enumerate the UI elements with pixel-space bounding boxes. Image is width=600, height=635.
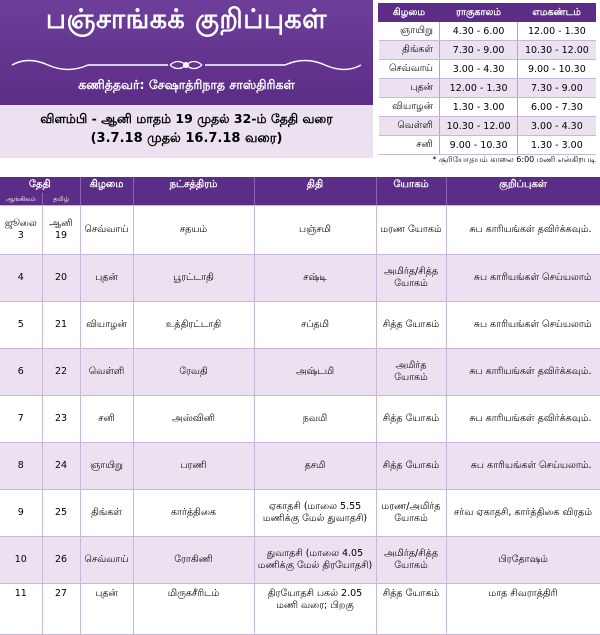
table-row (0, 302, 600, 349)
cell-star: அஸ்வினி (133, 396, 254, 443)
almanac-header-row (0, 177, 600, 193)
yama-time: 3.00 - 4.30 (518, 117, 596, 136)
cell-yogam: சித்த யோகம் (376, 584, 446, 635)
cell-star: சதயம் (133, 206, 254, 255)
cell-yogam: அமிர்த/சித்த யோகம் (376, 537, 446, 584)
cell-tamil-date: 22 (42, 349, 80, 396)
rahu-day: திங்கள் (379, 41, 440, 60)
cell-weekday: செவ்வாய் (80, 206, 133, 255)
period-band (0, 105, 373, 158)
cell-tithi: திரயோதசி பகல் 2.05 மணி வரை; பிறகு (254, 584, 376, 635)
cell-star: கார்த்திகை (133, 490, 254, 537)
cell-english-date: ஜூலை 3 (0, 206, 42, 255)
rahu-time: 9.00 - 10.30 (439, 136, 517, 155)
almanac-subheader-row (0, 193, 600, 206)
cell-tithi: தசமி (254, 443, 376, 490)
rahu-day: புதன் (379, 79, 440, 98)
cell-notes: பிரதோஷம் (446, 537, 600, 584)
cell-tithi: நவமி (254, 396, 376, 443)
subheader-english: ஆங்கிலம் (0, 193, 42, 206)
cell-tamil-date: 21 (42, 302, 80, 349)
cell-weekday: புதன் (80, 255, 133, 302)
cell-english-date: 8 (0, 443, 42, 490)
cell-notes: சுப காரியங்கள் தவிர்க்கவும். (446, 206, 600, 255)
cell-star: உத்திரட்டாதி (133, 302, 254, 349)
cell-star: ரோகிணி (133, 537, 254, 584)
cell-english-date: 9 (0, 490, 42, 537)
cell-english-date: 11 (0, 584, 42, 635)
table-row (0, 206, 600, 255)
rahu-row (379, 79, 596, 98)
rahu-row (379, 22, 596, 41)
header-star: நட்சத்திரம் (133, 177, 254, 193)
cell-tithi: துவாதசி (மாலை 4.05 மணிக்கு மேல் திரயோதசி) (254, 537, 376, 584)
cell-notes: சுப காரியங்கள் தவிர்க்கவும். (446, 396, 600, 443)
rahu-day: செவ்வாய் (379, 60, 440, 79)
cell-notes: சுப காரியங்கள் செய்யலாம். (446, 443, 600, 490)
cell-notes: சுப காரியங்கள் செய்யலாம் (446, 302, 600, 349)
cell-yogam: அமிர்த/சித்த யோகம் (376, 255, 446, 302)
table-row (0, 584, 600, 635)
cell-tamil-date: 23 (42, 396, 80, 443)
cell-notes: மாத சிவராத்திரி (446, 584, 600, 635)
period-line-2: (3.7.18 முதல் 16.7.18 வரை) (90, 131, 283, 146)
rahu-header-yama: எமகண்டம் (518, 4, 596, 22)
rahu-row (379, 98, 596, 117)
page-title: பஞ்சாங்கக் குறிப்புகள் (45, 4, 328, 35)
header-panel (0, 0, 373, 105)
cell-weekday: திங்கள் (80, 490, 133, 537)
yama-time: 1.30 - 3.00 (518, 136, 596, 155)
rahu-day: ஞாயிறு (379, 22, 440, 41)
cell-star: பூரட்டாதி (133, 255, 254, 302)
table-row (0, 537, 600, 584)
rahu-row (379, 136, 596, 155)
rahu-time: 7.30 - 9.00 (439, 41, 517, 60)
cell-weekday: வியாழன் (80, 302, 133, 349)
rahu-time: 1.30 - 3.00 (439, 98, 517, 117)
cell-weekday: வெள்ளி (80, 349, 133, 396)
cell-tithi: அஷ்டமி (254, 349, 376, 396)
header-date: தேதி (0, 177, 80, 193)
rahu-header-rahu: ராகுகாலம் (439, 4, 517, 22)
ornament-divider-icon (8, 56, 365, 74)
cell-yogam: சித்த யோகம் (376, 302, 446, 349)
rahu-kalam-table (378, 3, 596, 155)
cell-yogam: மரண யோகம் (376, 206, 446, 255)
yama-time: 6.00 - 7.30 (518, 98, 596, 117)
table-row (0, 443, 600, 490)
cell-tithi: சப்தமி (254, 302, 376, 349)
yama-time: 10.30 - 12.00 (518, 41, 596, 60)
author-line: கணித்தவர்: சேஷாத்ரிநாத சாஸ்திரிகள் (78, 77, 295, 92)
cell-tamil-date: 26 (42, 537, 80, 584)
rahu-row (379, 60, 596, 79)
cell-star: மிருகசீரிடம் (133, 584, 254, 635)
header-notes: குறிப்புகள் (446, 177, 600, 193)
cell-yogam: மரண/அமிர்த யோகம் (376, 490, 446, 537)
rahu-time: 3.00 - 4.30 (439, 60, 517, 79)
subheader-tamil: தமிழ் (42, 193, 80, 206)
cell-notes: சர்வ ஏகாதசி, கார்த்திகை விரதம் (446, 490, 600, 537)
rahu-day: வெள்ளி (379, 117, 440, 136)
sunrise-note: * சூரியோதயம் காலை 6:00 மணி என்கிறபடி (432, 155, 596, 164)
cell-star: ரேவதி (133, 349, 254, 396)
table-row (0, 396, 600, 443)
rahu-day: சனி (379, 136, 440, 155)
cell-english-date: 5 (0, 302, 42, 349)
table-row (0, 349, 600, 396)
cell-yogam: சித்த யோகம் (376, 396, 446, 443)
cell-english-date: 7 (0, 396, 42, 443)
cell-tamil-date: 20 (42, 255, 80, 302)
cell-english-date: 6 (0, 349, 42, 396)
period-line-1: விளம்பி - ஆனி மாதம் 19 முதல் 32-ம் தேதி வரை (40, 111, 333, 126)
cell-tamil-date: 25 (42, 490, 80, 537)
cell-notes: சுப காரியங்கள் செய்யலாம் (446, 255, 600, 302)
yama-time: 7.30 - 9.00 (518, 79, 596, 98)
cell-english-date: 10 (0, 537, 42, 584)
header-tithi: திதி (254, 177, 376, 193)
cell-tamil-date: 24 (42, 443, 80, 490)
cell-weekday: ஞாயிறு (80, 443, 133, 490)
cell-yogam: சித்த யோகம் (376, 443, 446, 490)
yama-time: 9.00 - 10.30 (518, 60, 596, 79)
header-yogam: யோகம் (376, 177, 446, 193)
cell-english-date: 4 (0, 255, 42, 302)
rahu-header-day: கிழமை (379, 4, 440, 22)
cell-star: பரணி (133, 443, 254, 490)
cell-tamil-date: ஆனி 19 (42, 206, 80, 255)
table-row (0, 490, 600, 537)
table-row (0, 255, 600, 302)
cell-weekday: புதன் (80, 584, 133, 635)
cell-weekday: சனி (80, 396, 133, 443)
rahu-day: வியாழன் (379, 98, 440, 117)
rahu-table-header (379, 4, 596, 22)
almanac-table (0, 177, 600, 635)
rahu-row (379, 41, 596, 60)
yama-time: 12.00 - 1.30 (518, 22, 596, 41)
cell-tithi: பஞ்சமி (254, 206, 376, 255)
rahu-time: 10.30 - 12.00 (439, 117, 517, 136)
cell-tithi: சஷ்டி (254, 255, 376, 302)
rahu-row (379, 117, 596, 136)
rahu-time: 12.00 - 1.30 (439, 79, 517, 98)
header-weekday: கிழமை (80, 177, 133, 193)
cell-yogam: அமிர்த யோகம் (376, 349, 446, 396)
cell-tithi: ஏகாதசி (மாலை 5.55 மணிக்கு மேல் துவாதசி) (254, 490, 376, 537)
cell-tamil-date: 27 (42, 584, 80, 635)
cell-weekday: செவ்வாய் (80, 537, 133, 584)
rahu-time: 4.30 - 6.00 (439, 22, 517, 41)
cell-notes: சுப காரியங்கள் தவிர்க்கவும். (446, 349, 600, 396)
